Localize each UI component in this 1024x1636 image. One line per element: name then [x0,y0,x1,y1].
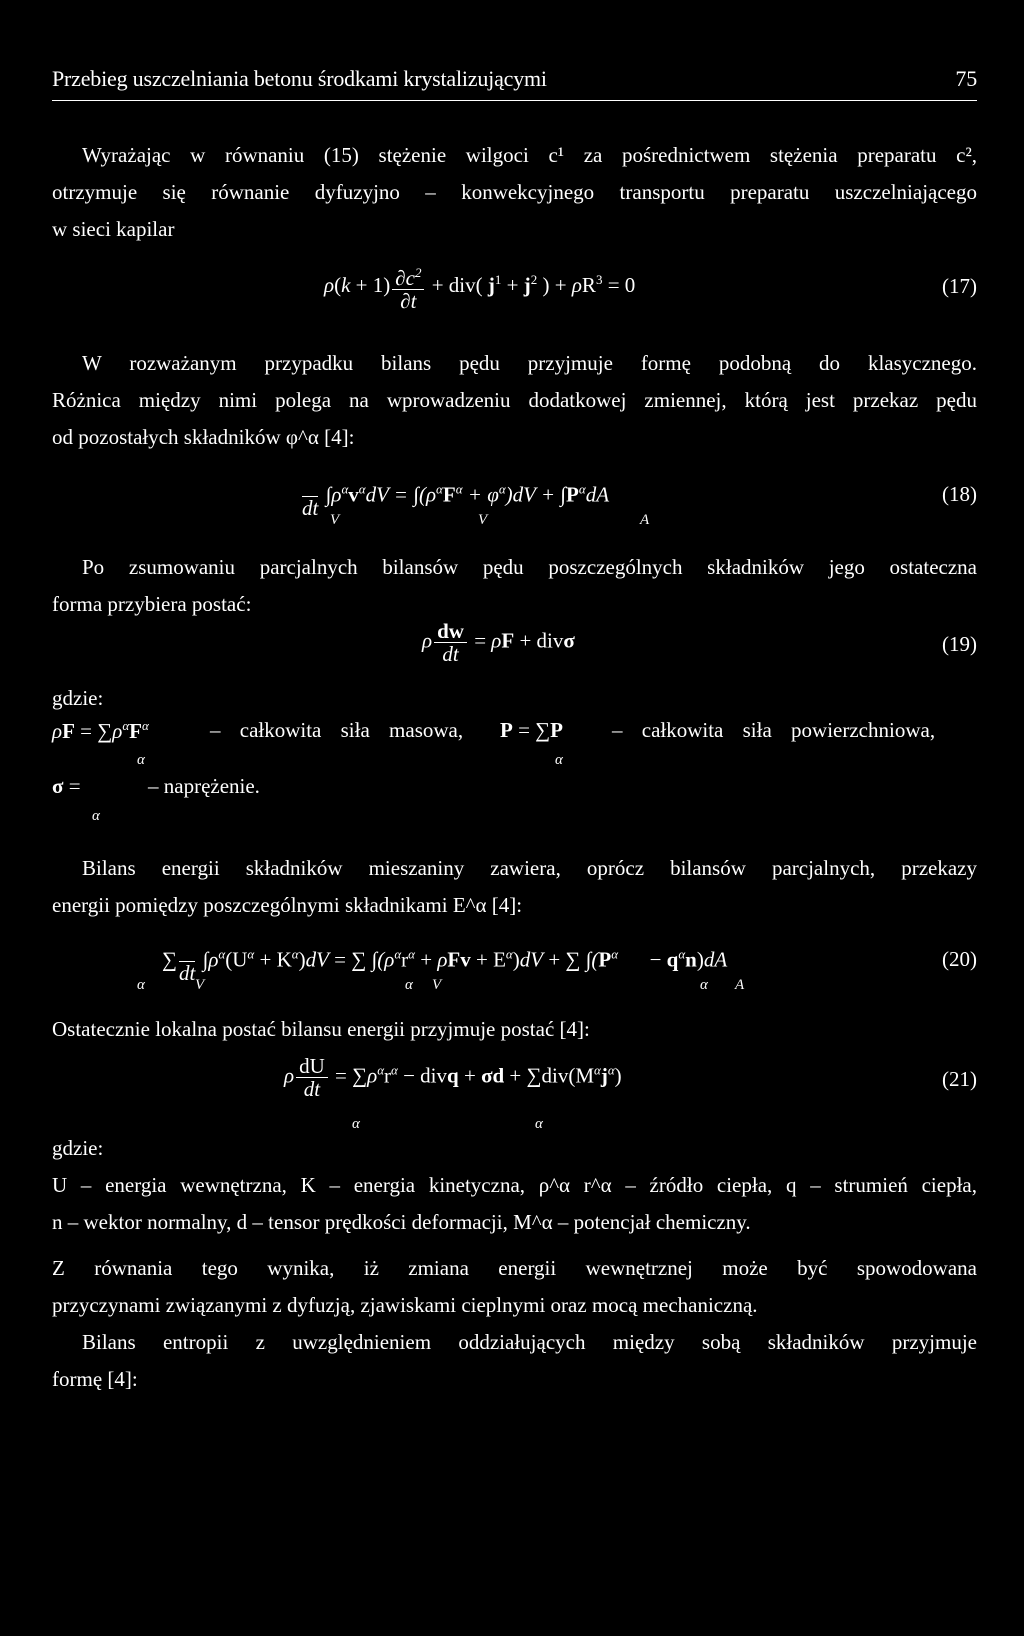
paragraph-line: Ostatecznie lokalna postać bilansu energii przyjmuje postać [4]: [52,1017,590,1041]
paragraph-line: otrzymuje się równanie dyfuzyjno – konwekcyjnego transportu preparatu uszczelniającego [52,180,977,204]
equation-18 [52,470,977,530]
sum-index: α [555,752,563,768]
paragraph-line: forma przybiera postać: [52,592,252,616]
sum-index: α [535,1116,543,1132]
paragraph-line: W rozważanym przypadku bilans pędu przyjmuje formę podobną do klasycznego. [82,351,977,375]
paragraph-line: Po zsumowaniu parcjalnych bilansów pędu poszczególnych składników jego ostateczna [82,555,977,579]
gdzie-label: gdzie: [52,1136,104,1160]
equation-18-expression: dt $\int\rho^\alpha v^\alpha dV = \int(\rho^\alpha F^\alpha + \varphi^\alpha)dV + \int P^\alpha dA$ [300,474,609,519]
equation-number: (19) [942,632,977,656]
equation-17 [52,262,977,322]
equation-20 [52,935,977,995]
integral-domain: V [195,977,205,993]
equation-21 [52,1055,977,1115]
equation-number: (18) [942,482,977,506]
gdzie-label: gdzie: [52,686,104,710]
paragraph-line: Z równania tego wynika, iż zmiana energii wewnętrznej może być spowodowana [52,1256,977,1280]
surface-force-definition: – całkowita siła powierzchniowa, [612,718,936,742]
equation-21-expression: ρ $\frac{dU}{dt}$ = $\sum\rho^\alpha r^\alpha$ − divq + $\sigma d + \sum div(M^\alpha j^\alpha)$ [284,1054,622,1101]
sum-index: α [405,977,413,993]
paragraph-line: formę [4]: [52,1367,138,1391]
sum-index: α [352,1116,360,1132]
equation-19 [52,620,977,680]
integral-domain: A [640,512,650,528]
sum-index: α [137,977,145,993]
equation-number: (17) [942,274,977,298]
integral-domain: V [478,512,488,528]
stress-definition: – naprężenie. [148,774,260,798]
integral-domain: V [432,977,442,993]
equation-19-expression: ρ $\frac{dw}{dt}$ = ρF + divσ [422,619,575,666]
definition-line: n – wektor normalny, d – tensor prędkości deformacji, M^α – potencjał chemiczny. [52,1210,751,1234]
paragraph-line: w sieci kapilar [52,217,175,241]
paragraph-line: Wyrażając w równaniu (15) stężenie wilgoci c¹ za pośrednictwem stężenia preparatu c², [82,143,977,167]
sum-index: α [92,808,100,824]
header-rule [52,100,977,101]
paragraph-line: Bilans energii składników mieszaniny zawiera, oprócz bilansów parcjalnych, przekazy [82,856,977,880]
integral-domain: A [735,977,745,993]
equation-17-expression: ρ(k + 1) $\frac{\partial c^2}{\partial t}$ + div( $j^1 + j^2$ ) + $\rho R^3 = 0$ [324,262,635,312]
mass-force-definition: – całkowita siła masowa, [210,718,464,742]
surface-force-formula: P = ∑P [500,718,563,742]
paragraph-line: energii pomiędzy poszczególnymi składnikami E^α [4]: [52,893,523,917]
paragraph-line: Bilans entropii z uwzględnieniem oddziałujących między sobą składników przyjmuje [82,1330,977,1354]
paragraph-line: Różnica między nimi polega na wprowadzeniu dodatkowej zmiennej, którą jest przekaz pędu [52,388,977,412]
stress-formula: σ = [52,774,81,798]
paragraph-line: od pozostałych składników φ^α [4]: [52,425,355,449]
definition-line: U – energia wewnętrzna, K – energia kinetyczna, ρ^α r^α – źródło ciepła, q – strumień ciepła, [52,1173,977,1197]
paragraph-line: przyczynami związanymi z dyfuzją, zjawiskami cieplnymi oraz mocą mechaniczną. [52,1293,758,1317]
integral-domain: V [330,512,340,528]
equation-20-expression: ∑ dt $\int\rho^\alpha(U^\alpha + K^\alpha)dV$ = ∑ $\int(\rho^\alpha r^\alpha + \rho Fv + E^\alpha)dV$ + ∑ $\int(P^\alpha$ − $q^\alpha n)dA$ [162,939,727,984]
sum-index: α [137,752,145,768]
equation-number: (20) [942,947,977,971]
header-title: Przebieg uszczelniania betonu środkami krystalizującymi [52,66,547,91]
mass-force-formula: $\rho F = \sum\rho^\alpha F^\alpha$ [52,718,149,743]
page-number: 75 [955,66,977,91]
equation-number: (21) [942,1067,977,1091]
sum-index: α [700,977,708,993]
